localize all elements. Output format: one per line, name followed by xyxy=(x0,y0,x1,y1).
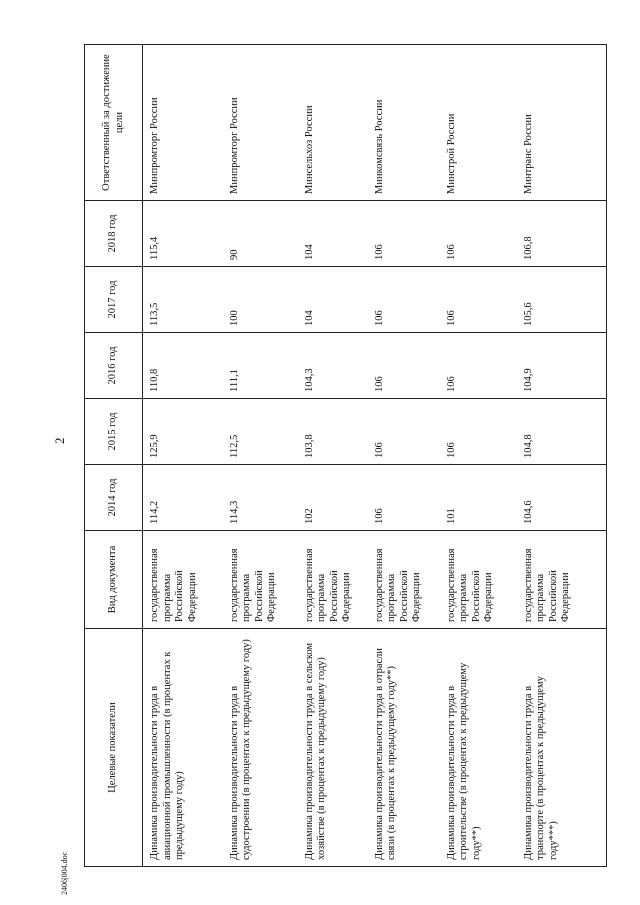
value-2017: 113,5 xyxy=(143,267,223,333)
responsible-cell: Минтранс России xyxy=(517,45,607,201)
value-2016: 104,9 xyxy=(517,333,607,399)
value-2014: 102 xyxy=(298,465,368,531)
value-2014: 114,3 xyxy=(223,465,298,531)
value-2014: 106 xyxy=(368,465,440,531)
value-2018: 90 xyxy=(223,201,298,267)
value-2017: 100 xyxy=(223,267,298,333)
value-2016: 111,1 xyxy=(223,333,298,399)
header-2018: 2018 год xyxy=(85,201,143,267)
value-2015: 106 xyxy=(368,399,440,465)
responsible-cell: Минкомсвязь России xyxy=(368,45,440,201)
footer-code: 2406|004.doc xyxy=(60,851,69,895)
header-responsible: Ответственный за достижение цели xyxy=(85,45,143,201)
responsible-cell: Минсельхоз России xyxy=(298,45,368,201)
rotated-table-container xyxy=(84,45,626,867)
value-2014: 104,6 xyxy=(517,465,607,531)
value-2017: 106 xyxy=(368,267,440,333)
table-row xyxy=(517,45,607,867)
value-2015: 104,8 xyxy=(517,399,607,465)
header-2016: 2016 год xyxy=(85,333,143,399)
indicator-cell: Динамика производительности труда в транспорте (в процентах к предыдущему году***) xyxy=(517,629,607,867)
indicator-cell: Динамика производительности труда в строительстве (в процентах к предыдущему году**) xyxy=(440,629,517,867)
table-row xyxy=(223,45,298,867)
value-2018: 104 xyxy=(298,201,368,267)
value-2016: 110,8 xyxy=(143,333,223,399)
value-2018: 106 xyxy=(368,201,440,267)
header-document-type: Вид документа xyxy=(85,531,143,629)
value-2017: 105,6 xyxy=(517,267,607,333)
indicator-cell: Динамика производительности труда в отрасли связи (в процентах к предыдущему году**) xyxy=(368,629,440,867)
value-2016: 106 xyxy=(368,333,440,399)
value-2016: 106 xyxy=(440,333,517,399)
value-2018: 115,4 xyxy=(143,201,223,267)
table-row xyxy=(143,45,223,867)
indicator-cell: Динамика производительности труда в авиационной промышленности (в процентах к предыдущему году) xyxy=(143,629,223,867)
value-2015: 106 xyxy=(440,399,517,465)
document-type-cell: государственная программа Российской Федерации xyxy=(298,531,368,629)
table-row xyxy=(298,45,368,867)
header-2015: 2015 год xyxy=(85,399,143,465)
responsible-cell: Минпромторг России xyxy=(143,45,223,201)
header-indicators: Целевые показатели xyxy=(85,629,143,867)
header-2017: 2017 год xyxy=(85,267,143,333)
table-header-row xyxy=(85,45,143,867)
value-2016: 104,3 xyxy=(298,333,368,399)
document-type-cell: государственная программа Российской Федерации xyxy=(223,531,298,629)
value-2015: 112,5 xyxy=(223,399,298,465)
page-number: 2 xyxy=(52,437,67,444)
value-2014: 114,2 xyxy=(143,465,223,531)
document-type-cell: государственная программа Российской Федерации xyxy=(517,531,607,629)
value-2018: 106,8 xyxy=(517,201,607,267)
value-2015: 125,9 xyxy=(143,399,223,465)
header-2014: 2014 год xyxy=(85,465,143,531)
document-type-cell: государственная программа Российской Федерации xyxy=(368,531,440,629)
responsible-cell: Минпромторг России xyxy=(223,45,298,201)
responsible-cell: Минстрой России xyxy=(440,45,517,201)
value-2015: 103,8 xyxy=(298,399,368,465)
table-row xyxy=(440,45,517,867)
value-2014: 101 xyxy=(440,465,517,531)
document-type-cell: государственная программа Российской Федерации xyxy=(440,531,517,629)
value-2017: 104 xyxy=(298,267,368,333)
document-type-cell: государственная программа Российской Федерации xyxy=(143,531,223,629)
value-2018: 106 xyxy=(440,201,517,267)
indicator-cell: Динамика производительности труда в судостроении (в процентах к предыдущему году) xyxy=(223,629,298,867)
targets-table xyxy=(84,44,607,867)
value-2017: 106 xyxy=(440,267,517,333)
table-row xyxy=(368,45,440,867)
indicator-cell: Динамика производительности труда в сельском хозяйстве (в процентах к предыдущему году) xyxy=(298,629,368,867)
